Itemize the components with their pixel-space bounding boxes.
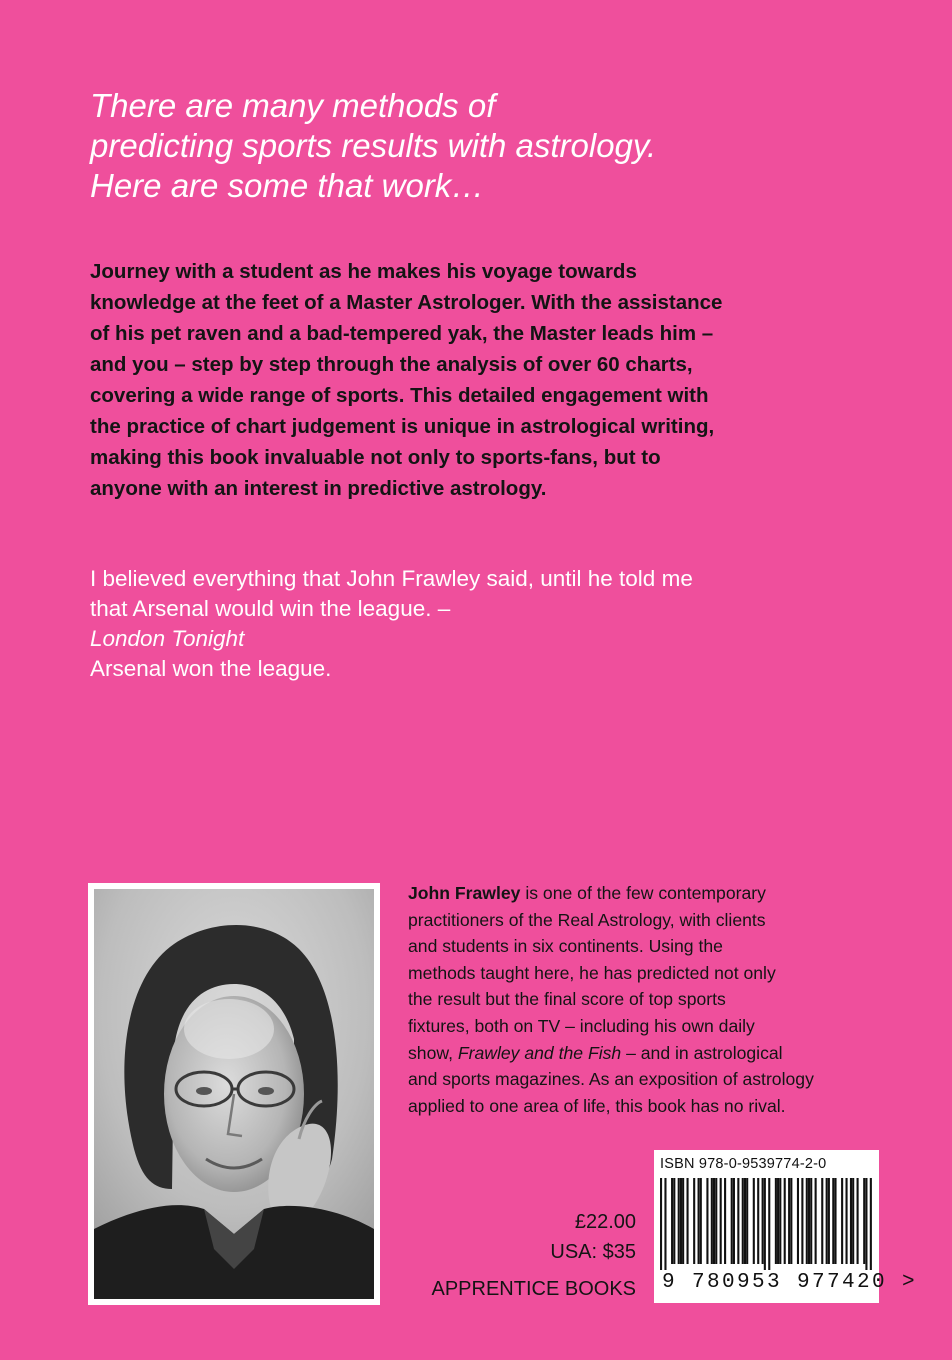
tagline-line: There are many methods of: [90, 87, 496, 124]
price-uk: £22.00: [574, 1211, 636, 1233]
bio-line: the result but the final score of top sports: [408, 989, 726, 1010]
barcode-bar: [850, 1178, 852, 1264]
barcode-bar: [870, 1178, 872, 1270]
barcode-bar: [744, 1178, 746, 1264]
blurb-line: knowledge at the feet of a Master Astrologer. With the assistance: [90, 291, 723, 314]
barcode-bar: [784, 1178, 786, 1264]
press-quote: [90, 564, 890, 684]
author-portrait-image: [94, 889, 374, 1299]
quote-line: [90, 594, 890, 654]
barcode-bar: [865, 1178, 867, 1270]
barcode-bar: [841, 1178, 843, 1264]
barcode-bar: [810, 1178, 812, 1264]
barcode-bar: [698, 1178, 700, 1264]
publisher-name: APPRENTICE BOOKS: [431, 1278, 636, 1300]
isbn-label: ISBN 978-0-9539774-2-0: [660, 1156, 827, 1172]
barcode-bar: [682, 1178, 684, 1264]
barcode-bar: [733, 1178, 735, 1264]
barcode-bar: [746, 1178, 748, 1264]
barcode-bar: [808, 1178, 810, 1264]
barcode-bar: [775, 1178, 777, 1264]
blurb-line: making this book invaluable not only to sports-fans, but to: [90, 446, 661, 469]
barcode-bar: [828, 1178, 830, 1264]
barcode-bar: [832, 1178, 834, 1264]
barcode-bar: [678, 1178, 680, 1264]
bio-line: practitioners of the Real Astrology, with clients: [408, 909, 766, 930]
barcode-bar: [834, 1178, 836, 1264]
barcode-bar: [768, 1178, 770, 1270]
barcode-bar: [846, 1178, 848, 1264]
barcode-bar: [788, 1178, 790, 1264]
barcode-bar: [693, 1178, 695, 1264]
barcode-bar: [790, 1178, 792, 1264]
barcode-bar: [660, 1178, 662, 1270]
blurb-line: of his pet raven and a bad-tempered yak, the Master leads him –: [90, 322, 714, 345]
barcode-bar: [731, 1178, 733, 1264]
bio-line: and sports magazines. As an exposition of astrology: [408, 1069, 814, 1090]
bio-line: methods taught here, he has predicted not only: [408, 962, 776, 983]
barcode-bar: [762, 1178, 764, 1264]
blurb-line: anyone with an interest in predictive astrology.: [90, 477, 547, 500]
barcode-bar: [664, 1178, 666, 1270]
barcode-bar: [857, 1178, 859, 1264]
barcode-bar: [713, 1178, 715, 1264]
barcode-bar: [673, 1178, 675, 1264]
barcode-bar: [757, 1178, 759, 1264]
isbn-barcode: [654, 1150, 918, 1303]
barcode-bar: [806, 1178, 808, 1264]
barcode-bar: [777, 1178, 779, 1264]
bio-text: is one of the few contemporary: [520, 883, 766, 903]
author-photo: [88, 883, 380, 1305]
book-blurb: [90, 256, 890, 504]
bio-line: [408, 1040, 888, 1067]
bio-line: [408, 880, 888, 907]
barcode-bars-icon: [660, 1178, 872, 1270]
author-bio: [408, 880, 888, 1119]
bio-show-title: Frawley and the Fish: [457, 1042, 622, 1063]
bio-line: applied to one area of life, this book has no rival.: [408, 1095, 786, 1116]
blurb-line: Journey with a student as he makes his voyage towards: [90, 260, 637, 283]
blurb-line: covering a wide range of sports. This detailed engagement with: [90, 384, 709, 407]
tagline-line: predicting sports results with astrology.: [90, 127, 657, 164]
barcode-digits: 9 780953 977420 >: [662, 1271, 918, 1294]
barcode-bar: [706, 1178, 708, 1264]
bio-author-name: John Frawley: [408, 883, 521, 903]
barcode-bar: [737, 1178, 739, 1264]
barcode-bar: [753, 1178, 755, 1264]
bio-line: and students in six continents. Using the: [408, 936, 723, 957]
barcode-bar: [797, 1178, 799, 1264]
blurb-line: the practice of chart judgement is unique in astrological writing,: [90, 415, 715, 438]
barcode-bar: [700, 1178, 702, 1264]
tagline: [90, 86, 910, 206]
quote-source: London Tonight: [90, 626, 245, 651]
barcode-bar: [801, 1178, 803, 1264]
barcode-bar: [687, 1178, 689, 1264]
barcode-bar: [671, 1178, 673, 1264]
quote-line: Arsenal won the league.: [90, 656, 332, 681]
quote-line: I believed everything that John Frawley said, until he told me: [90, 566, 693, 591]
bio-text: show,: [408, 1042, 458, 1063]
barcode-bar: [764, 1178, 766, 1270]
barcode-bar: [711, 1178, 713, 1264]
bio-text: – and in astrological: [621, 1042, 783, 1063]
barcode-bar: [742, 1178, 744, 1264]
barcode-bar: [779, 1178, 781, 1264]
barcode-bar: [724, 1178, 726, 1264]
barcode-bar: [863, 1178, 865, 1264]
barcode-bar: [815, 1178, 817, 1264]
barcode-bar: [852, 1178, 854, 1264]
barcode-bar: [821, 1178, 823, 1264]
quote-text: that Arsenal would win the league. –: [90, 596, 451, 621]
blurb-line: and you – step by step through the analysis of over 60 charts,: [90, 353, 693, 376]
tagline-line: Here are some that work…: [90, 167, 485, 204]
barcode-bar: [826, 1178, 828, 1264]
barcode-bar: [720, 1178, 722, 1264]
barcode-bar: [715, 1178, 717, 1264]
price-block: [400, 1207, 636, 1267]
price-usa: USA: $35: [550, 1241, 636, 1263]
barcode-bar: [680, 1178, 682, 1264]
bio-line: fixtures, both on TV – including his own daily: [408, 1015, 755, 1036]
